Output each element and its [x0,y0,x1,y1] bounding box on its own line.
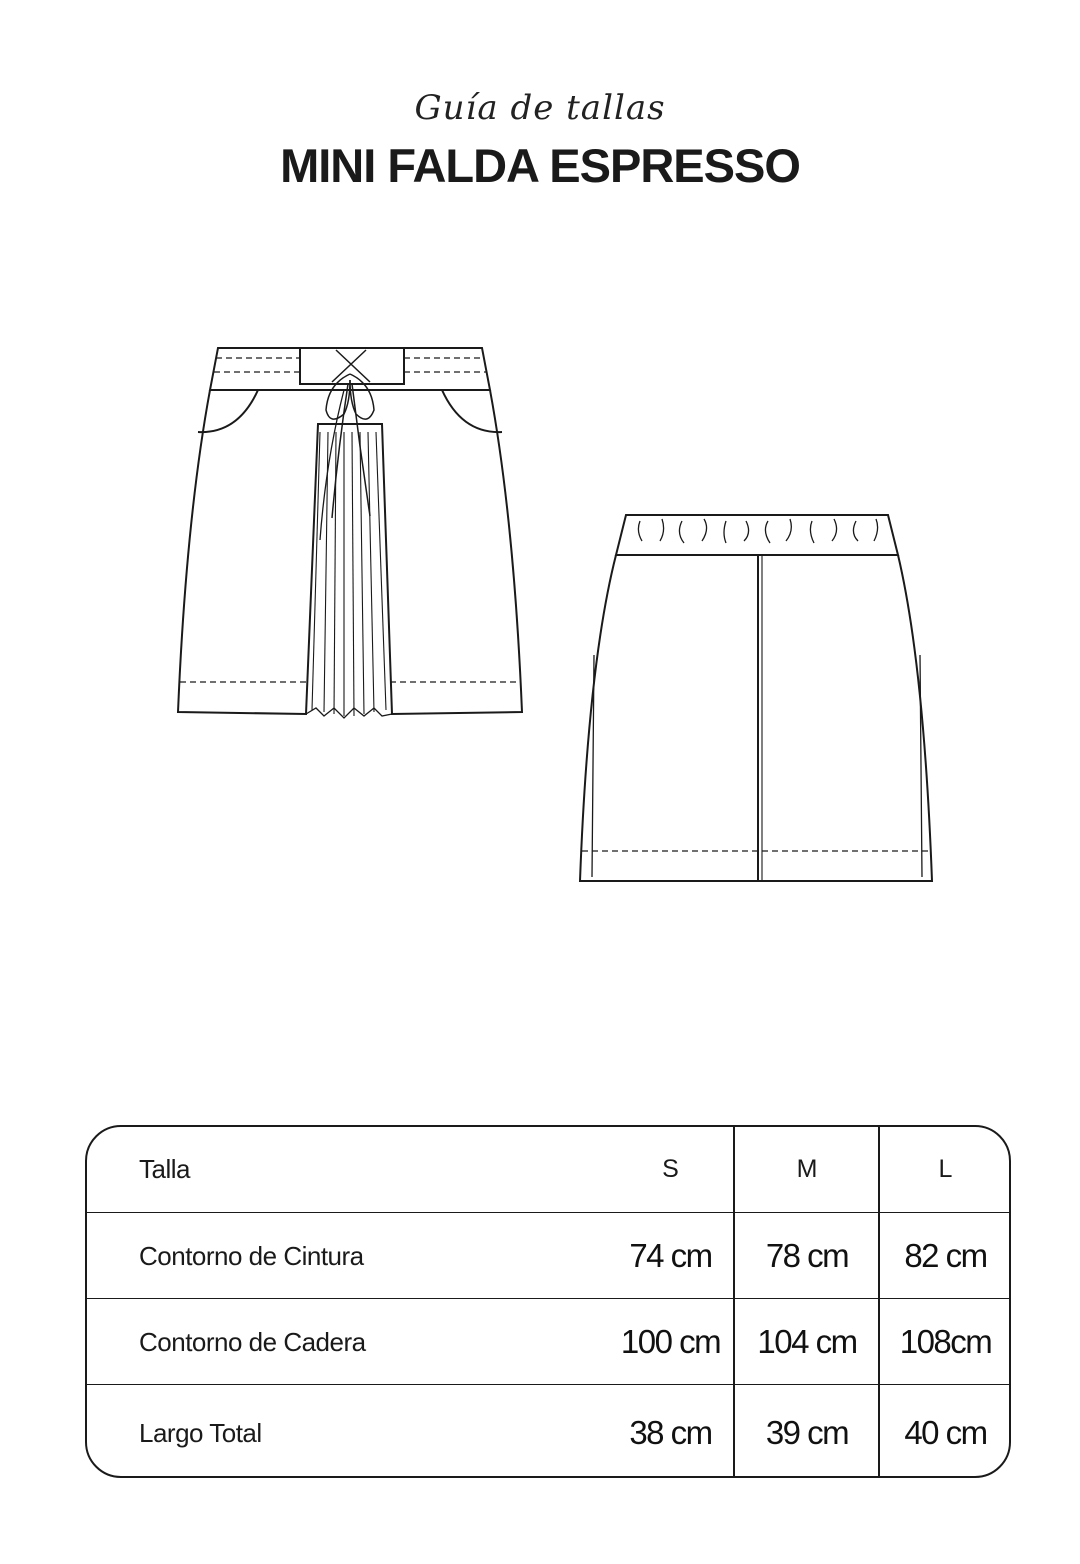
value-cell: 100 cm [620,1323,721,1360]
size-table [85,1125,1011,1478]
table-header-row [87,1127,1009,1212]
value-cell: 108cm [899,1323,992,1360]
table-row [87,1384,1009,1478]
value-cell: 40 cm [904,1414,987,1451]
skirt-back-drawing [570,505,940,890]
row-label-length: Largo Total [139,1417,262,1448]
row-label-hip: Contorno de Cadera [139,1326,366,1357]
size-header-s: S [662,1155,679,1183]
value-cell: 104 cm [757,1323,857,1360]
product-title: MINI FALDA ESPRESSO [280,139,800,192]
size-header-l: L [938,1155,953,1183]
size-header-m: M [796,1155,818,1183]
row-label-waist: Contorno de Cintura [139,1240,364,1271]
column-divider [733,1127,735,1476]
value-cell: 82 cm [904,1237,987,1274]
value-cell: 39 cm [765,1414,849,1451]
table-row [87,1212,1009,1299]
column-divider [878,1127,880,1476]
value-cell: 78 cm [765,1237,849,1274]
size-guide-subtitle: Guía de tallas [414,88,666,128]
table-row [87,1298,1009,1385]
skirt-front-drawing [160,340,540,730]
value-cell: 74 cm [629,1237,712,1274]
value-cell: 38 cm [629,1414,712,1451]
size-label-header: Talla [139,1154,190,1184]
